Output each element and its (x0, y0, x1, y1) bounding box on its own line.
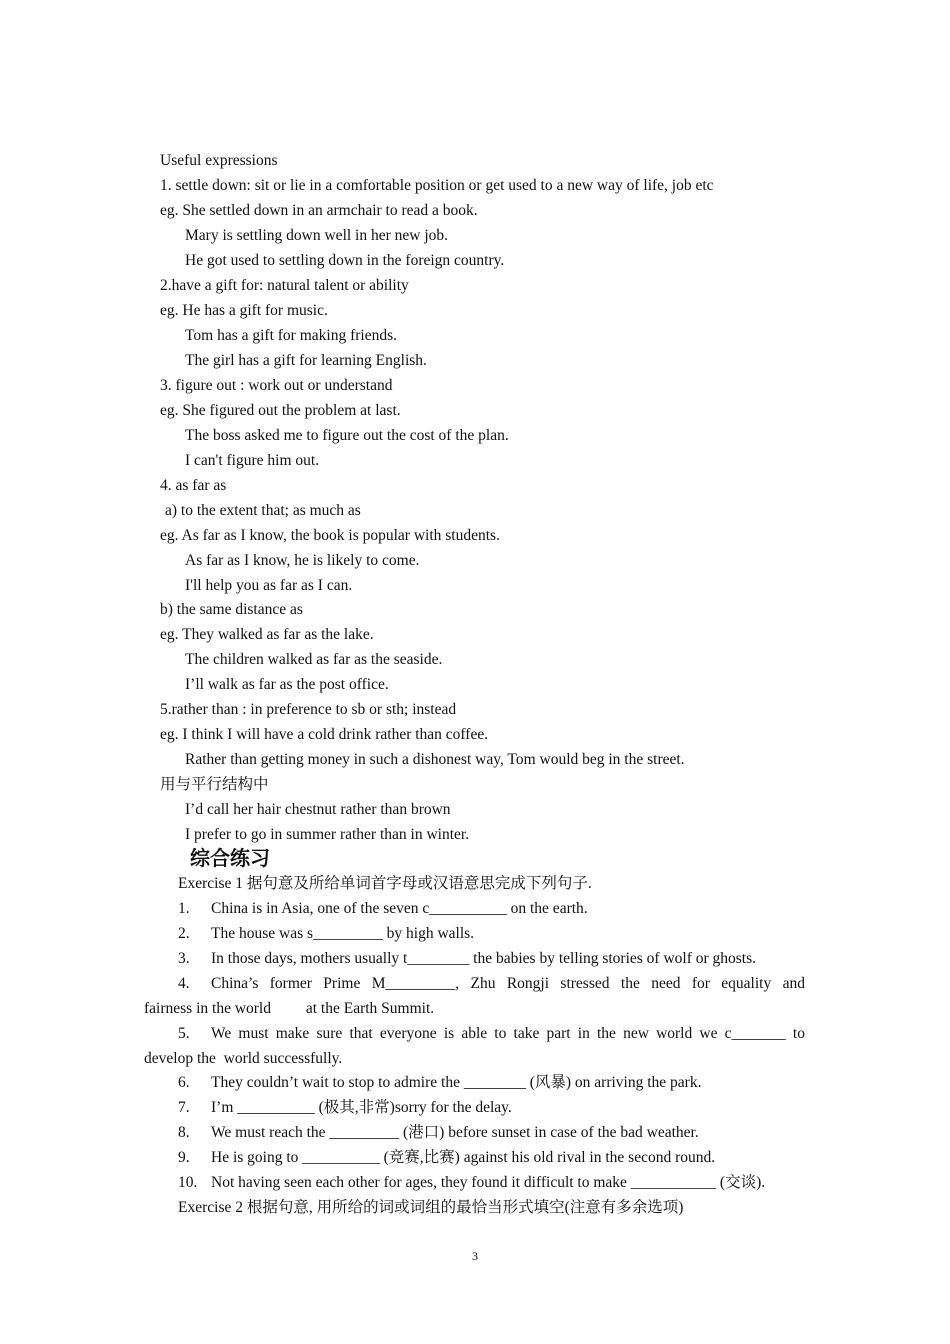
exercise-item-continuation: fairness in the world at the Earth Summit. (144, 1000, 435, 1017)
expression-1-example: He got used to settling down in the foreign country. (185, 252, 505, 269)
item-number: 3. (178, 950, 190, 967)
expression-4b-example: eg. They walked as far as the lake. (160, 626, 374, 643)
expression-2-example: Tom has a gift for making friends. (185, 327, 397, 344)
expression-2-example: eg. He has a gift for music. (160, 302, 328, 319)
exercise-item: We must reach the _________ (港口) before sunset in case of the bad weather. (211, 1124, 699, 1141)
expression-3-example: I can't figure him out. (185, 452, 320, 469)
item-number: 2. (178, 925, 190, 942)
expression-3-definition: 3. figure out : work out or understand (160, 377, 393, 394)
item-number: 5. (178, 1025, 190, 1042)
expression-1-example: eg. She settled down in an armchair to read a book. (160, 202, 478, 219)
expression-4b-definition: b) the same distance as (160, 601, 303, 618)
expression-4b-example: I’ll walk as far as the post office. (185, 676, 389, 693)
exercise-item: China’s former Prime M_________, Zhu Rongji stressed the need for equality and (211, 975, 805, 992)
expression-5-example: eg. I think I will have a cold drink rather than coffee. (160, 726, 489, 743)
expression-3-example: eg. She figured out the problem at last. (160, 402, 401, 419)
item-number: 10. (178, 1174, 198, 1191)
exercise-item: They couldn’t wait to stop to admire the ________ (风暴) on arriving the park. (211, 1074, 702, 1091)
item-number: 9. (178, 1149, 190, 1166)
expression-4b-example: The children walked as far as the seaside. (185, 651, 443, 668)
useful-expressions-heading: Useful expressions (160, 152, 278, 169)
expression-1-definition: 1. settle down: sit or lie in a comfortable position or get used to a new way of life, job etc (160, 177, 714, 194)
expression-5-definition: 5.rather than : in preference to sb or sth; instead (160, 701, 457, 718)
expression-3-example: The boss asked me to figure out the cost of the plan. (185, 427, 509, 444)
item-number: 7. (178, 1099, 190, 1116)
exercise-item: I’m __________ (极其,非常)sorry for the delay. (211, 1099, 512, 1116)
exercise-item: China is in Asia, one of the seven c__________ on the earth. (211, 900, 588, 917)
exercise-1-title: Exercise 1 据句意及所给单词首字母或汉语意思完成下列句子. (178, 875, 592, 892)
exercise-item: Not having seen each other for ages, they found it difficult to make ___________ (交谈). (211, 1174, 766, 1191)
item-number: 6. (178, 1074, 190, 1091)
expression-5-example: Rather than getting money in such a dishonest way, Tom would beg in the street. (185, 751, 685, 768)
expression-4a-definition: a) to the extent that; as much as (165, 502, 361, 519)
expression-2-example: The girl has a gift for learning English. (185, 352, 427, 369)
exercise-item: In those days, mothers usually t________ the babies by telling stories of wolf or ghosts. (211, 950, 757, 967)
exercise-item: We must make sure that everyone is able to take part in the new world we c_______ to (211, 1025, 805, 1042)
expression-4a-example: eg. As far as I know, the book is popular with students. (160, 527, 500, 544)
item-number: 4. (178, 975, 190, 992)
exercise-2-title: Exercise 2 根据句意, 用所给的词或词组的最恰当形式填空(注意有多余选项) (178, 1199, 684, 1216)
expression-5-example: I prefer to go in summer rather than in winter. (185, 826, 470, 843)
expression-5-example: I’d call her hair chestnut rather than brown (185, 801, 451, 818)
expression-1-example: Mary is settling down well in her new job. (185, 227, 449, 244)
expression-4a-example: I'll help you as far as I can. (185, 577, 353, 594)
exercise-item: He is going to __________ (竞赛,比赛) against his old rival in the second round. (211, 1149, 716, 1166)
page-number: 3 (472, 1249, 478, 1263)
exercise-item: The house was s_________ by high walls. (211, 925, 475, 942)
expression-4-heading: 4. as far as (160, 477, 227, 494)
expression-4a-example: As far as I know, he is likely to come. (185, 552, 420, 569)
item-number: 1. (178, 900, 190, 917)
expression-2-definition: 2.have a gift for: natural talent or ability (160, 277, 409, 294)
practice-heading: 综合练习 (190, 846, 270, 870)
exercise-item-continuation: develop the world successfully. (144, 1050, 343, 1067)
expression-5-note: 用与平行结构中 (160, 776, 269, 793)
item-number: 8. (178, 1124, 190, 1141)
